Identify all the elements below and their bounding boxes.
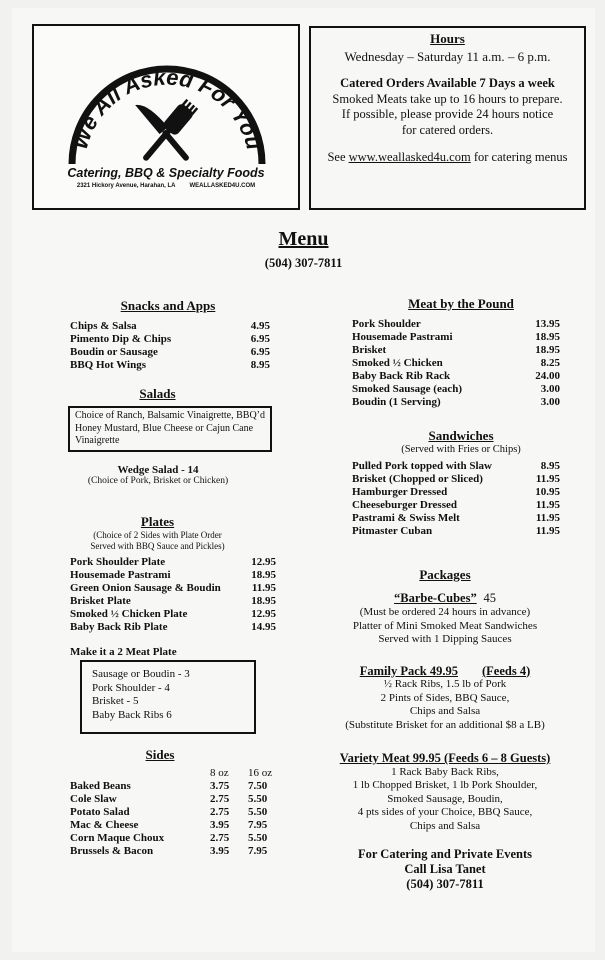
- plate-item: [70, 556, 276, 569]
- meat-item-name: Baby Back Rib Rack: [352, 370, 451, 382]
- side-small: 3.95: [210, 845, 230, 857]
- plates-list: [70, 556, 276, 634]
- sandwiches-note: (Served with Fries or Chips): [401, 444, 521, 455]
- meat-item-price: 8.25: [540, 357, 560, 369]
- side-small: 2.75: [210, 806, 230, 818]
- plate-item-name: Baby Back Rib Plate: [70, 621, 168, 633]
- two-meat-option: Pork Shoulder - 4: [92, 681, 170, 694]
- hours-heading: Hours: [430, 31, 465, 46]
- website-link[interactable]: www.weallasked4u.com: [348, 150, 471, 164]
- contact-line-1: For Catering and Private Events: [357, 847, 533, 861]
- family-pack-line-3: Chips and Salsa: [409, 705, 481, 717]
- logo-address: 2321 Hickory Avenue, Harahan, LA: [76, 183, 176, 189]
- catered-note-1: Smoked Meats take up to 16 hours to prepare.: [332, 91, 563, 106]
- catered-heading: Catered Orders Available 7 Days a week: [340, 76, 555, 90]
- plates-section: [70, 514, 276, 658]
- side-name: Cole Slaw: [70, 793, 117, 805]
- hours-box: [309, 26, 586, 210]
- sandwiches-heading: Sandwiches: [428, 428, 494, 443]
- side-large: 7.50: [248, 780, 268, 792]
- logo-website: WEALLASKED4U.COM: [189, 183, 256, 189]
- sandwich-item-name: Hamburger Dressed: [352, 486, 448, 498]
- packages-heading: Packages: [419, 567, 471, 582]
- side-row: [70, 780, 286, 793]
- snack-item-name: Boudin or Sausage: [70, 346, 158, 358]
- plate-item-price: 12.95: [251, 608, 276, 620]
- logo-tagline: Catering, BBQ & Specialty Foods: [67, 166, 265, 180]
- contact-block: [318, 847, 572, 892]
- side-large: 5.50: [248, 793, 268, 805]
- plate-item-name: Smoked ½ Chicken Plate: [70, 608, 188, 620]
- variety-meat-line-1: 1 Rack Baby Back Ribs,: [391, 765, 499, 778]
- variety-meat-line-5: Chips and Salsa: [409, 819, 481, 832]
- snacks-heading: Snacks and Apps: [120, 298, 216, 313]
- two-meat-box: [80, 660, 256, 734]
- snack-item: [70, 320, 270, 333]
- plate-item: [70, 608, 276, 621]
- variety-meat-line-3: Smoked Sausage, Boudin,: [387, 792, 503, 805]
- side-large: 7.95: [248, 819, 268, 831]
- sides-col-8oz: 8 oz: [210, 767, 229, 779]
- sandwich-item-name: Cheeseburger Dressed: [352, 499, 457, 511]
- side-name: Corn Maque Choux: [70, 832, 165, 844]
- sandwich-item-price: 11.95: [535, 525, 560, 537]
- dressings-box: [68, 406, 272, 452]
- plate-item-name: Brisket Plate: [70, 595, 131, 607]
- sandwich-item: [352, 486, 560, 499]
- sandwich-item: [352, 473, 560, 486]
- meat-list: [352, 318, 560, 409]
- sandwiches-list: [352, 460, 560, 538]
- see-catering-line: [317, 150, 578, 166]
- family-pack-line-4: (Substitute Brisket for an additional $8 a LB): [345, 718, 545, 731]
- plate-item-price: 18.95: [251, 569, 276, 581]
- plates-heading: Plates: [140, 514, 175, 529]
- barbe-cubes-line-2: Platter of Mini Smoked Meat Sandwiches: [352, 619, 538, 632]
- wedge-salad-label: Wedge Salad - 14: [117, 464, 199, 476]
- plate-item-price: 18.95: [251, 595, 276, 607]
- sandwich-item-name: Brisket (Chopped or Sliced): [352, 473, 483, 485]
- sandwich-item-price: 10.95: [535, 486, 560, 498]
- meat-item: [352, 318, 560, 331]
- dressings-text: Choice of Ranch, Balsamic Vinaigrette, BBQ’d Honey Mustard, Blue Cheese or Cajun Cane Vinaigrette: [75, 410, 266, 446]
- meat-heading: Meat by the Pound: [408, 296, 514, 311]
- meat-item: [352, 344, 560, 357]
- snack-item-price: 4.95: [250, 320, 270, 332]
- side-name: Baked Beans: [70, 780, 131, 792]
- two-meat-option: Brisket - 5: [92, 695, 139, 707]
- side-name: Potato Salad: [70, 806, 130, 818]
- meat-item: [352, 396, 560, 409]
- sandwich-item-name: Pastrami & Swiss Melt: [352, 512, 460, 524]
- side-row: [70, 832, 286, 845]
- side-row: [70, 819, 286, 832]
- plate-item: [70, 621, 276, 634]
- plate-item: [70, 595, 276, 608]
- snack-item-name: Pimento Dip & Chips: [70, 333, 172, 345]
- meat-item: [352, 370, 560, 383]
- menu-page: [12, 8, 595, 952]
- snacks-list: [70, 320, 270, 372]
- sandwich-item: [352, 460, 560, 473]
- side-row: [70, 793, 286, 806]
- side-large: 5.50: [248, 806, 268, 818]
- family-pack-feeds: (Feeds 4): [482, 663, 531, 678]
- meat-item-name: Smoked Sausage (each): [352, 383, 463, 395]
- logo-emblem: [34, 26, 298, 208]
- sides-section: [70, 747, 290, 858]
- barbe-cubes-line-3: Served with 1 Dipping Sauces: [378, 633, 512, 645]
- meat-item-price: 13.95: [535, 318, 560, 330]
- snack-item: [70, 333, 270, 346]
- side-small: 2.75: [210, 793, 230, 805]
- meat-item-name: Pork Shoulder: [352, 318, 421, 330]
- family-pack-title: [318, 665, 572, 679]
- side-row: [70, 806, 286, 819]
- sandwich-item: [352, 525, 560, 538]
- meat-item: [352, 383, 560, 396]
- meat-section: [352, 296, 560, 409]
- side-small: 3.95: [210, 819, 230, 831]
- sandwich-item-name: Pulled Pork topped with Slaw: [352, 460, 492, 472]
- barbe-cubes-title: [318, 592, 572, 607]
- snacks-section: [70, 298, 270, 372]
- sides-heading: Sides: [145, 747, 175, 762]
- sandwich-item-price: 11.95: [535, 473, 560, 485]
- plate-item: [70, 582, 276, 595]
- plates-note-1: (Choice of 2 Sides with Plate Order: [93, 530, 222, 540]
- side-row: [70, 845, 286, 858]
- meat-item: [352, 331, 560, 344]
- sandwiches-section: [352, 428, 560, 538]
- hours-days: Wednesday – Saturday 11 a.m. – 6 p.m.: [344, 48, 551, 64]
- meat-item-name: Smoked ½ Chicken: [352, 357, 443, 369]
- family-pack-line-1: ½ Rack Ribs, 1.5 lb of Pork: [383, 678, 507, 690]
- two-meat-option: Baby Back Ribs 6: [92, 708, 172, 721]
- salads-heading: Salads: [139, 386, 176, 401]
- barbe-cubes-name: “Barbe-Cubes”: [394, 590, 477, 605]
- barbe-cubes-line-1: (Must be ordered 24 hours in advance): [359, 606, 531, 618]
- sandwich-item-price: 8.95: [540, 460, 560, 472]
- wedge-salad-note: (Choice of Pork, Brisket or Chicken): [87, 476, 229, 486]
- snack-item-price: 6.95: [250, 333, 270, 345]
- plate-item-price: 11.95: [251, 582, 276, 594]
- catered-note-2: If possible, please provide 24 hours notice: [341, 107, 554, 121]
- side-small: 3.75: [210, 780, 230, 792]
- snack-item-price: 8.95: [250, 359, 270, 371]
- wedge-salad: [68, 464, 248, 486]
- snack-item-name: BBQ Hot Wings: [70, 359, 147, 371]
- meat-item-price: 3.00: [540, 396, 560, 408]
- variety-meat-title: Variety Meat 99.95 (Feeds 6 – 8 Guests): [339, 751, 551, 765]
- sandwich-item-name: Pitmaster Cuban: [352, 525, 433, 537]
- logo-box: [32, 24, 300, 210]
- side-small: 2.75: [210, 832, 230, 844]
- page-title: Menu: [278, 228, 329, 250]
- family-pack-line-2: 2 Pints of Sides, BBQ Sauce,: [380, 691, 510, 704]
- sandwich-item: [352, 512, 560, 525]
- plate-item-price: 12.95: [251, 556, 276, 568]
- meat-item-name: Brisket: [352, 344, 387, 356]
- snack-item-name: Chips & Salsa: [70, 320, 137, 332]
- sandwich-item-price: 11.95: [535, 499, 560, 511]
- sides-table: [70, 767, 286, 858]
- side-name: Brussels & Bacon: [70, 845, 154, 857]
- snack-item: [70, 359, 270, 372]
- meat-item-price: 18.95: [535, 331, 560, 343]
- sides-col-16oz: 16 oz: [248, 767, 273, 779]
- variety-meat-line-4: 4 pts sides of your Choice, BBQ Sauce,: [357, 806, 533, 818]
- family-pack-name: Family Pack 49.95: [359, 663, 458, 678]
- meat-item-price: 24.00: [535, 370, 560, 382]
- meat-item: [352, 357, 560, 370]
- logo-arc-text: We All Asked For You: [66, 64, 267, 153]
- variety-meat-line-2: 1 lb Chopped Brisket, 1 lb Pork Shoulder,: [352, 779, 538, 791]
- menu-phone: (504) 307-7811: [264, 256, 343, 270]
- sandwich-item: [352, 499, 560, 512]
- two-meat-option: Sausage or Boudin - 3: [92, 668, 190, 680]
- catered-note-3: for catered orders.: [401, 122, 494, 137]
- meat-item-price: 3.00: [540, 383, 560, 395]
- plate-item-name: Green Onion Sausage & Boudin: [70, 582, 221, 594]
- plate-item-name: Pork Shoulder Plate: [70, 556, 166, 568]
- contact-phone: (504) 307-7811: [406, 877, 484, 891]
- contact-line-2: Call Lisa Tanet: [404, 862, 486, 876]
- plate-item: [70, 569, 276, 582]
- plate-item-name: Housemade Pastrami: [70, 569, 171, 581]
- snack-item-price: 6.95: [250, 346, 270, 358]
- snack-item: [70, 346, 270, 359]
- plates-note-2: Served with BBQ Sauce and Pickles): [90, 541, 225, 551]
- two-meat-heading: Make it a 2 Meat Plate: [70, 646, 177, 658]
- side-name: Mac & Cheese: [70, 819, 139, 831]
- see-prefix: See: [327, 150, 349, 164]
- packages-section: [318, 568, 572, 892]
- sandwich-item-price: 11.95: [535, 512, 560, 524]
- plate-item-price: 14.95: [251, 621, 276, 633]
- meat-item-name: Housemade Pastrami: [352, 331, 453, 343]
- barbe-cubes-price: 45: [483, 590, 496, 605]
- side-large: 5.50: [248, 832, 268, 844]
- meat-item-name: Boudin (1 Serving): [352, 396, 441, 408]
- meat-item-price: 18.95: [535, 344, 560, 356]
- see-suffix: for catering menus: [470, 150, 568, 164]
- side-large: 7.95: [248, 845, 268, 857]
